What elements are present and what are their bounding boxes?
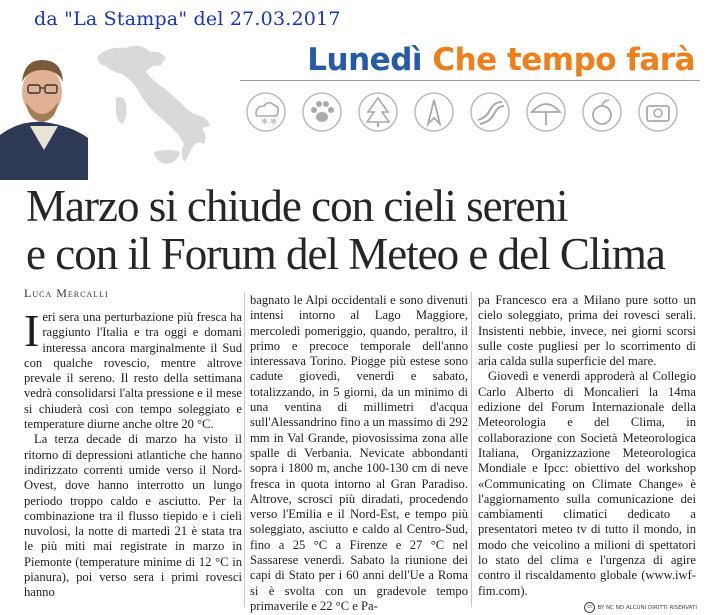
section-name: Che tempo farà — [432, 42, 695, 78]
author-byline: Luca Mercalli — [24, 286, 109, 300]
section-title — [307, 42, 695, 78]
italy-map — [88, 28, 238, 178]
article-column-3 — [478, 293, 696, 599]
license-notice: cc BY NC ND ALCUNI DIRITTI RISERVATI — [584, 602, 697, 613]
drop-cap: I — [24, 305, 40, 356]
headline-line-1: Marzo si chiude con cieli sereni — [26, 181, 568, 231]
creative-commons-icon: cc — [584, 602, 595, 613]
svg-text:✻ ✻: ✻ ✻ — [261, 117, 277, 126]
author-photo — [0, 30, 88, 180]
section-day: Lunedì — [307, 42, 423, 78]
compass-icon — [412, 90, 456, 134]
article-headline — [26, 182, 706, 278]
paragraph: La terza decade di marzo ha visto il ritorno di depressioni atlantiche che hanno indirizzato correnti umide verso il Nord-Ovest, dove hanno interrotto un lungo periodo troppo caldo e asciutto. Per la combinazione tra il flusso tiepido e i cieli nuvolosi, la notte di martedì 21 è stata tra le più miti mai registrate in marzo in Piemonte (temperature minime di 12 °C in pianura), poi verso sera i primi rovesci hanno — [24, 432, 242, 600]
umbrella-beach-icon — [524, 90, 568, 134]
tree-icon — [356, 90, 400, 134]
paragraph: Ieri sera una perturbazione più fresca ha raggiunto l'Italia e tra oggi e domani interessa ancora marginalmente il Sud con qualche rovescio, mentre altrove prevale il sereno. Il resto della settimana vedrà consolidarsi l'alta pressione e il mese si chiuderà così con tempo soleggiato e temperature diurne anche oltre 20 °C. — [24, 305, 242, 432]
headline-line-2: e con il Forum del Meteo e del Clima — [26, 229, 665, 279]
article-column-2 — [250, 293, 468, 614]
header-rule — [240, 80, 700, 81]
column-divider — [244, 292, 245, 607]
article-column-1 — [24, 305, 242, 601]
snow-cloud-icon — [244, 90, 288, 134]
camera-icon — [636, 90, 680, 134]
river-road-icon — [468, 90, 512, 134]
source-caption: da "La Stampa" del 27.03.2017 — [34, 8, 341, 30]
topic-icons — [240, 90, 700, 150]
paw-print-icon — [300, 90, 344, 134]
fruit-icon — [580, 90, 624, 134]
column-divider — [471, 292, 472, 607]
paragraph: bagnato le Alpi occidentali e sono divenuti intensi intorno al Lago Maggiore, mercoledì pomeriggio, quando, peraltro, il primo e precoce temporale dell'anno interessava Torino. Piogge più estese sono cadute giovedì, venerdì e sabato, totalizzando, in 5 giorni, da un minimo di una ventina di millimetri d'acqua sull'Alessandrino fino a un massimo di 292 mm in Val Grande, piovosissima zona alle spalle di Verbania. Nevicate abbondanti sopra i 1800 m, anche 100-130 cm di neve fresca in quota intorno al Gran Paradiso. Altrove, scrosci più diradati, procedendo verso l'Emilia e il Nord-Est, e tempo più soleggiato, asciutto e caldo al Centro-Sud, fino a 25 °C a Firenze e 27 °C nel Sassarese venerdì. Sabato la riunione dei capi di Stato per i 60 anni dell'Ue a Roma si è svolta con un gradevole tempo primaverile e 22 °C e Pa- — [250, 293, 468, 613]
paragraph: Giovedì e venerdì approderà al Collegio Carlo Alberto di Moncalieri la 14ma edizione del Forum Internazionale della Meteorologia e del Clima, in collaborazione con Società Meteorologica Italiana, Organizzazione Meteorologica Mondiale e Ipcc: obiettivo del workshop «Communicating on Climate Change» è l'aggiornamento sulla comunicazione dei cambiamenti climatici dedicato a presentatori meteo tv di tutto il mondo, in modo che veicolino a milioni di spettatori lo stato del clima e l'urgenza di agire contro il riscaldamento globale (www.iwf-fim.com). — [478, 369, 696, 598]
paragraph: pa Francesco era a Milano pure sotto un cielo soleggiato, prima dei rovesci serali. Insistenti nebbie, invece, nei giorni scorsi sulle coste pugliesi per lo scorrimento di aria calda sulla superficie del mare. — [478, 293, 696, 369]
